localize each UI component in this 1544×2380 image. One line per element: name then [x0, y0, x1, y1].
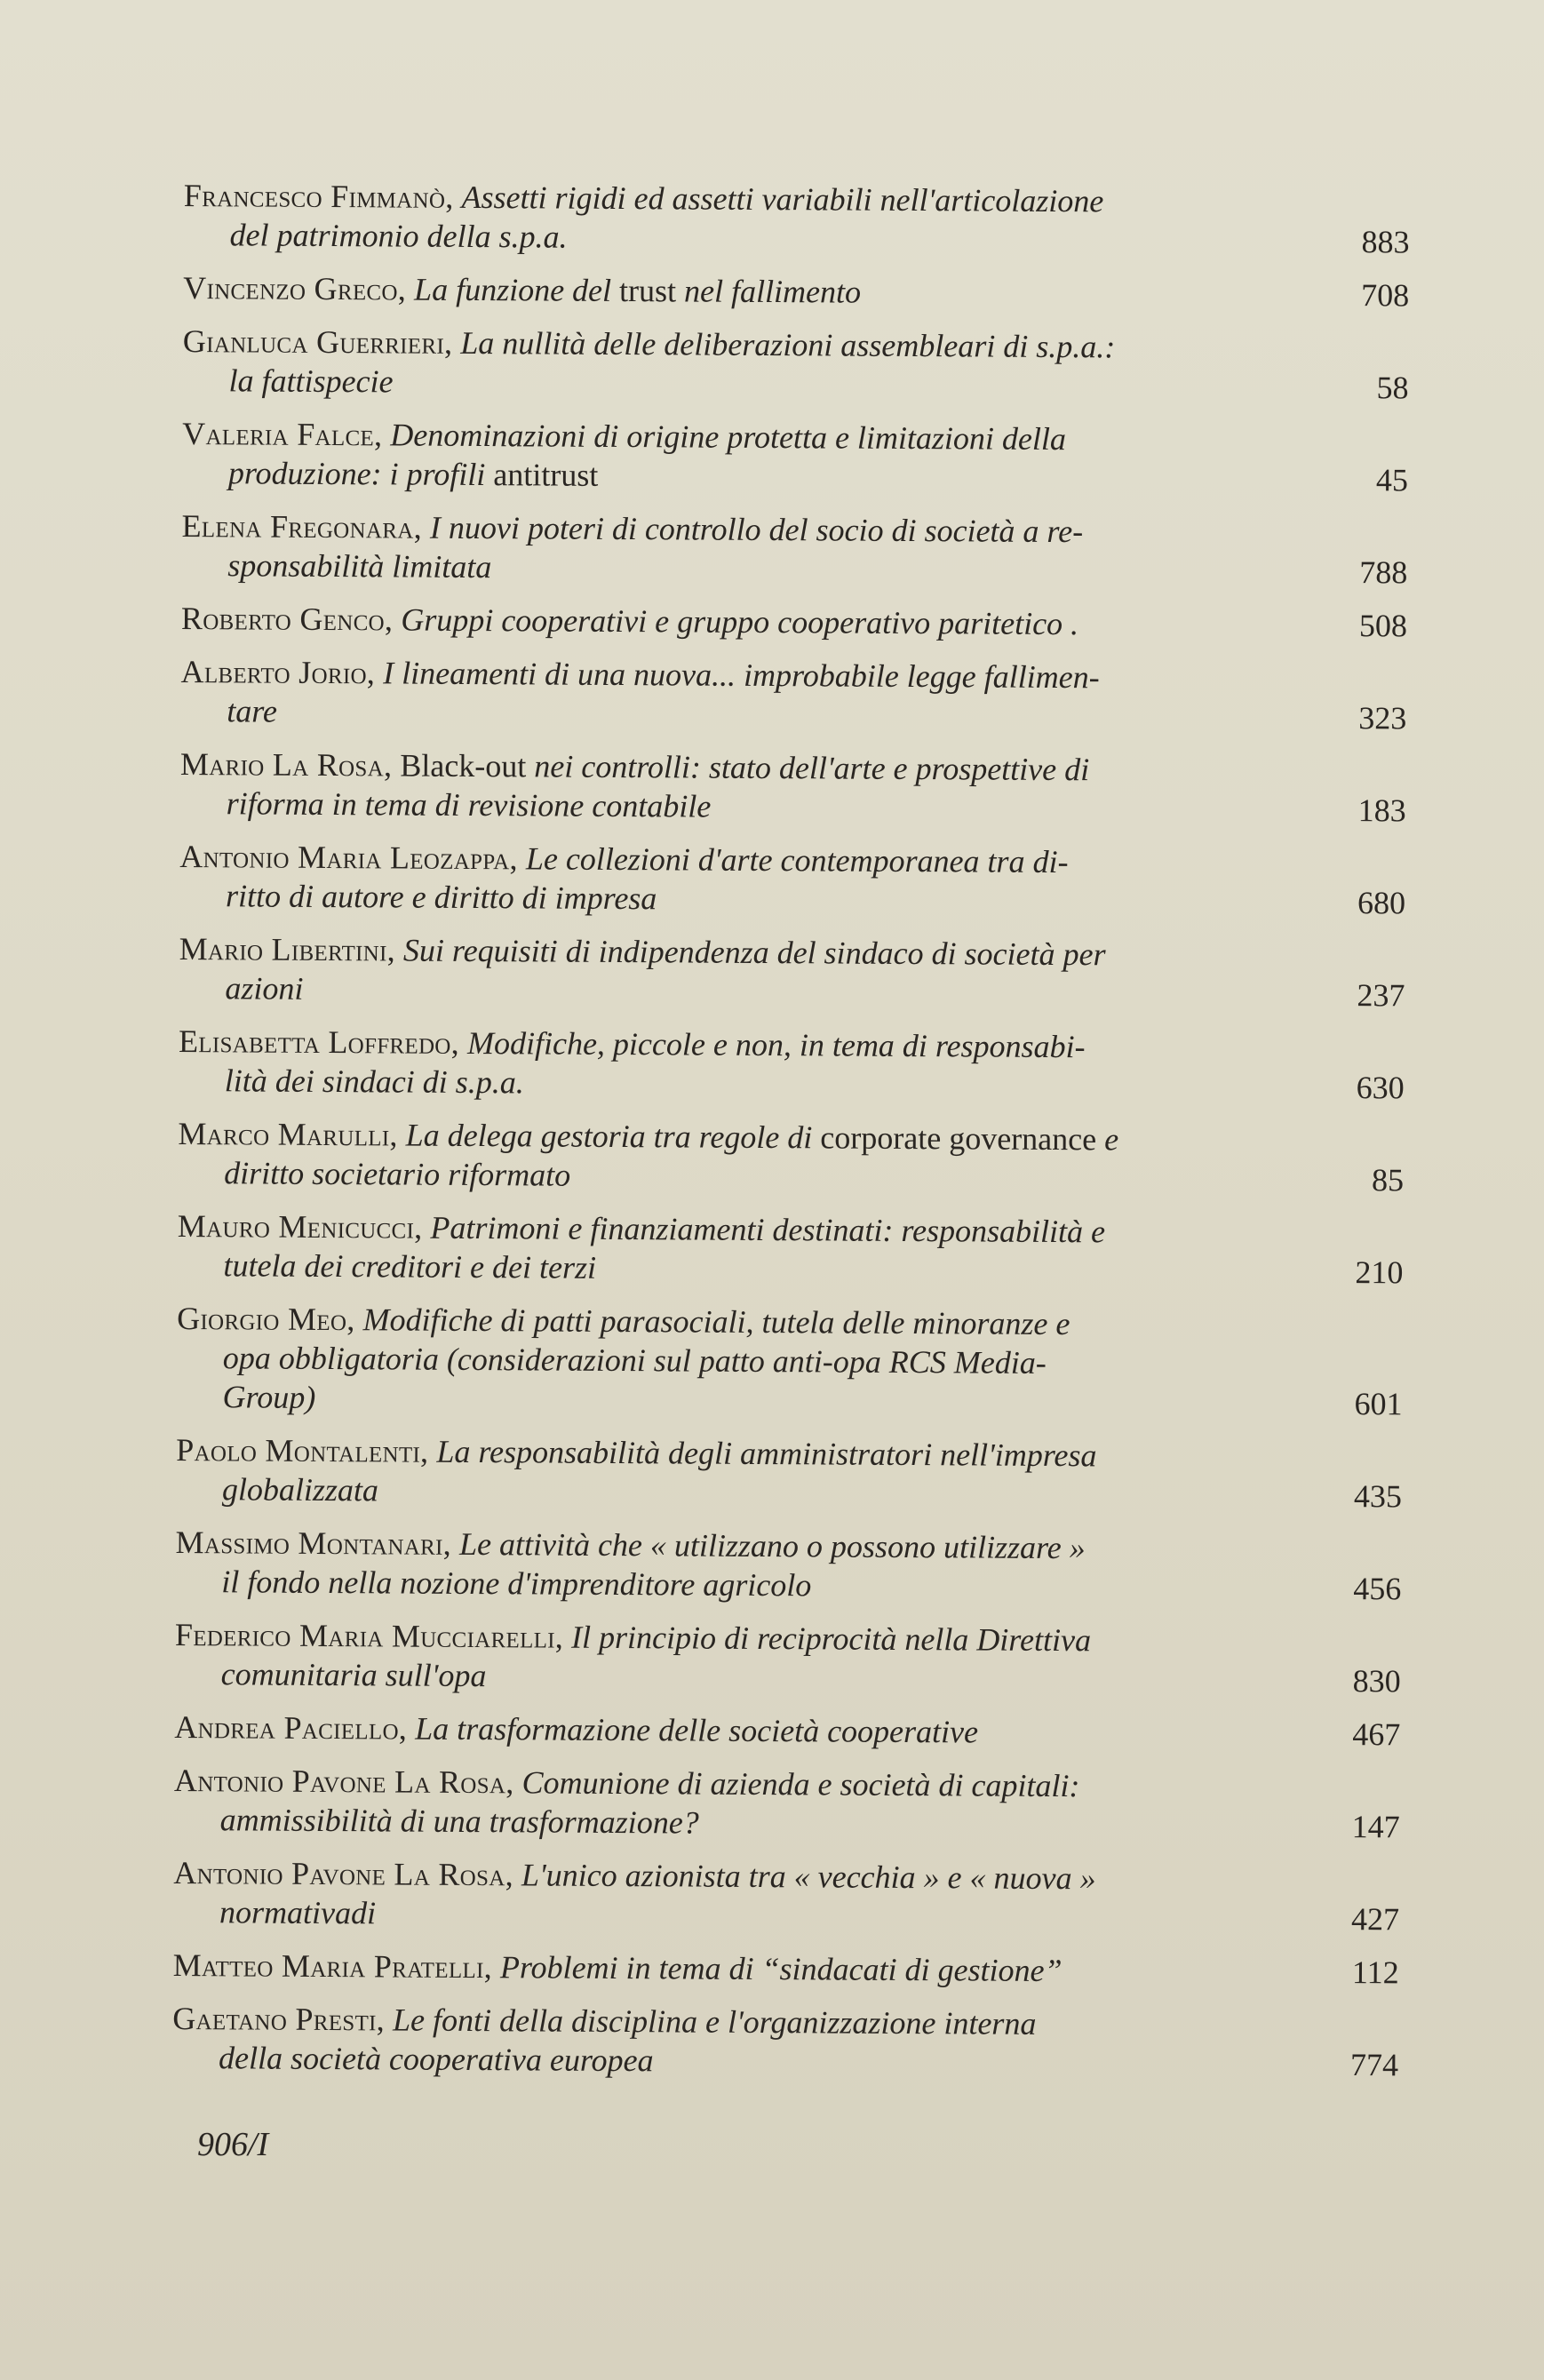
toc-entry-line: [180, 691, 1255, 736]
toc-entry: [179, 929, 1405, 1015]
entry-author: Andrea Paciello,: [174, 1708, 408, 1747]
entry-title: Le collezioni d'arte contemporanea tra di-: [525, 840, 1069, 880]
entry-author: Francesco Fimmanò,: [183, 177, 454, 215]
entry-author: Gaetano Presti,: [172, 2000, 386, 2038]
entry-page-number: 883: [1361, 224, 1410, 260]
entry-title: Sui requisiti di indipendenza del sindaco di società per: [402, 932, 1106, 973]
entry-page-number: 237: [1357, 977, 1405, 1014]
table-of-contents: [172, 176, 1410, 2098]
entry-author: Antonio Pavone La Rosa,: [173, 1762, 514, 1801]
entry-page-number: 830: [1352, 1663, 1401, 1699]
toc-entry-line: [179, 1061, 1254, 1106]
toc-entry-line: [177, 1246, 1252, 1291]
toc-entry-line: [173, 1892, 1248, 1938]
entry-title: sponsabilità limitata: [227, 547, 492, 585]
toc-entry-line: [175, 1654, 1250, 1699]
toc-entry: [178, 1114, 1405, 1199]
toc-entry-text: [183, 176, 1259, 260]
toc-entry-line: [181, 506, 1256, 552]
entry-author: Vincenzo Greco,: [183, 269, 407, 307]
toc-entry-line: [183, 215, 1258, 260]
entry-author: Elisabetta Loffredo,: [178, 1023, 460, 1061]
entry-title: La responsabilità degli amministratori nell'impresa: [436, 1433, 1097, 1474]
toc-entry-line: [179, 968, 1254, 1014]
entry-title: La delega gestoria tra regole di corporate governance e: [405, 1117, 1119, 1158]
entry-title: Le attività che « utilizzano o possono utilizzare »: [458, 1525, 1086, 1566]
entry-title: opa obbligatoria (considerazioni sul patto anti-opa RCS Media-: [222, 1340, 1047, 1381]
toc-entry-text: [181, 599, 1256, 644]
toc-entry: [179, 1022, 1405, 1107]
toc-entry-text: [182, 322, 1258, 406]
toc-entry: [174, 1761, 1401, 1846]
entry-title: diritto societario riformato: [224, 1155, 571, 1193]
entry-title: Modifiche, piccole e non, in tema di responsabi-: [466, 1024, 1086, 1065]
toc-entry-line: [179, 1022, 1254, 1067]
toc-entry-line: [176, 1469, 1251, 1515]
toc-entry-line: [181, 599, 1256, 644]
toc-entry-text: [173, 1853, 1249, 1938]
toc-entry-line: [173, 1853, 1248, 1898]
toc-entry-text: [180, 652, 1256, 736]
toc-entry-text: [179, 837, 1255, 921]
entry-title: L'unico azionista tra « vecchia » e « nuova »: [521, 1857, 1096, 1897]
toc-entry-line: [172, 2038, 1247, 2083]
entry-page-number: 630: [1356, 1070, 1405, 1106]
toc-entry: [182, 322, 1409, 407]
entry-author: Matteo Maria Pratelli,: [172, 1946, 493, 1986]
entry-title: il fondo nella nozione d'imprenditore agricolo: [221, 1564, 812, 1604]
roman-term: corporate governance: [820, 1119, 1097, 1158]
entry-page-number: 435: [1353, 1478, 1403, 1515]
toc-entry-text: [183, 268, 1258, 314]
entry-author: Antonio Pavone La Rosa,: [173, 1854, 514, 1893]
toc-entry: [175, 1615, 1402, 1700]
toc-entry-text: [177, 1206, 1253, 1291]
toc-entry-line: [178, 1114, 1253, 1159]
toc-entry-line: [175, 1562, 1250, 1607]
toc-entry: [176, 1430, 1403, 1516]
toc-entry: [182, 414, 1409, 499]
entry-title: della società cooperativa europea: [218, 2040, 654, 2079]
toc-entry-line: [173, 1946, 1248, 1991]
entry-title: Le fonti della disciplina e l'organizzazione interna: [392, 2002, 1037, 2042]
toc-entry-line: [179, 929, 1254, 975]
toc-entry-text: [176, 1299, 1252, 1422]
entry-page-number: 147: [1351, 1809, 1400, 1845]
entry-page-number: 323: [1358, 700, 1407, 736]
entry-author: Mauro Menicucci,: [177, 1207, 423, 1246]
toc-entry: [176, 1299, 1403, 1423]
entry-page-number: 85: [1371, 1162, 1405, 1198]
entry-page-number: 508: [1358, 608, 1408, 644]
toc-entry-line: [182, 361, 1257, 406]
toc-entry: [175, 1523, 1402, 1608]
entry-author: Alberto Jorio,: [180, 653, 376, 691]
entry-title: comunitaria sull'opa: [220, 1656, 487, 1694]
entry-page-number: 112: [1351, 1954, 1399, 1991]
toc-entry-line: [179, 837, 1254, 882]
entry-page-number: 788: [1359, 554, 1408, 591]
toc-entry: [181, 599, 1407, 645]
roman-term: Black-out: [400, 747, 527, 784]
toc-entry: [172, 1999, 1399, 2084]
entry-title: I lineamenti di una nuova... improbabile legge fallimen-: [383, 655, 1100, 696]
entry-title: tare: [227, 693, 278, 729]
roman-term: trust: [618, 272, 677, 309]
toc-entry-text: [181, 506, 1257, 591]
toc-entry-line: [178, 1206, 1253, 1252]
entry-page-number: 456: [1353, 1571, 1402, 1607]
entry-title: Patrimoni e finanziamenti destinati: responsabilità e: [430, 1209, 1106, 1250]
toc-entry-line: [182, 453, 1257, 498]
entry-title: La funzione del trust nel fallimento: [413, 271, 862, 310]
entry-title: del patrimonio della s.p.a.: [229, 217, 568, 255]
entry-title: ritto di autore e diritto di impresa: [225, 878, 657, 917]
toc-entry-text: [179, 929, 1254, 1014]
entry-title: azioni: [225, 970, 304, 1007]
entry-title: I nuovi poteri di controllo del socio di società a re-: [429, 509, 1084, 550]
toc-entry: [181, 506, 1408, 592]
entry-page-number: 467: [1352, 1716, 1401, 1753]
entry-title: tutela dei creditori e dei terzi: [223, 1247, 597, 1286]
entry-page-number: 680: [1357, 885, 1406, 921]
entry-author: Roberto Genco,: [180, 600, 394, 638]
roman-term: antitrust: [493, 457, 599, 493]
toc-entry-line: [174, 1707, 1249, 1753]
entry-author: Mario La Rosa,: [179, 745, 393, 784]
toc-entry: [179, 837, 1406, 922]
toc-entry: [183, 268, 1409, 314]
entry-title: la fattispecie: [228, 362, 394, 400]
entry-title: La trasformazione delle società cooperative: [415, 1710, 979, 1750]
toc-entry-line: [183, 268, 1258, 314]
toc-entry-line: [177, 1299, 1252, 1344]
toc-entry: [180, 744, 1407, 830]
entry-title: Il principio di reciprocità nella Direttiva: [571, 1619, 1092, 1659]
entry-author: Giorgio Meo,: [177, 1300, 355, 1338]
entry-title: globalizzata: [221, 1471, 379, 1508]
toc-entry: [180, 652, 1407, 737]
toc-entry-text: [173, 1946, 1248, 1991]
entry-page-number: 210: [1355, 1254, 1404, 1291]
page-folio: 906/I: [197, 2126, 269, 2163]
toc-entry-line: [183, 322, 1258, 367]
entry-page-number: 427: [1350, 1901, 1400, 1938]
toc-entry-line: [172, 1999, 1247, 2044]
toc-entry: [183, 176, 1410, 261]
toc-entry-text: [176, 1430, 1252, 1515]
toc-entry-line: [176, 1430, 1251, 1476]
toc-entry-text: [174, 1761, 1250, 1845]
toc-entry-text: [182, 414, 1258, 498]
toc-entry-line: [174, 1761, 1249, 1806]
entry-author: Valeria Falce,: [182, 415, 383, 453]
entry-author: Paolo Montalenti,: [176, 1431, 429, 1469]
toc-entry-line: [177, 1338, 1252, 1383]
entry-page-number: 58: [1376, 370, 1409, 406]
entry-title: normativadi: [219, 1894, 377, 1931]
entry-page-number: 774: [1349, 2047, 1399, 2083]
entry-title: La nullità delle deliberazioni assembleari di s.p.a.:: [460, 324, 1116, 365]
toc-entry-line: [180, 744, 1255, 790]
toc-entry-line: [182, 414, 1257, 459]
entry-author: Gianluca Guerrieri,: [182, 322, 453, 361]
entry-author: Federico Maria Mucciarelli,: [174, 1616, 564, 1655]
toc-entry-text: [178, 1114, 1254, 1198]
toc-entry-line: [184, 176, 1259, 221]
toc-entry-line: [175, 1523, 1250, 1568]
entry-title: riforma in tema di revisione contabile: [226, 785, 712, 824]
entry-title: Comunione di azienda e società di capitali:: [521, 1764, 1080, 1804]
entry-author: Elena Fregonara,: [181, 507, 423, 545]
entry-author: Mario Libertini,: [179, 930, 396, 968]
entry-title: Problemi in tema di “sindacati di gestione”: [499, 1949, 1062, 1989]
entry-title: Gruppi cooperativi e gruppo cooperativo paritetico .: [401, 601, 1079, 642]
toc-entry: [173, 1946, 1399, 1992]
entry-page-number: 45: [1375, 462, 1409, 498]
toc-entry-text: [175, 1523, 1251, 1607]
entry-title: Black-out nei controlli: stato dell'arte e prospettive di: [400, 747, 1090, 788]
toc-entry-line: [178, 1153, 1253, 1198]
toc-entry-line: [180, 652, 1255, 697]
entry-page-number: 183: [1357, 792, 1406, 829]
toc-entry-line: [174, 1800, 1249, 1845]
entry-title: ammissibilità di una trasformazione?: [219, 1802, 699, 1841]
toc-entry-text: [175, 1615, 1251, 1699]
entry-author: Antonio Maria Leozappa,: [179, 838, 519, 877]
toc-entry-text: [179, 1022, 1254, 1106]
toc-entry-line: [181, 545, 1256, 591]
entry-page-number: 601: [1354, 1386, 1403, 1422]
entry-title: Group): [222, 1379, 316, 1415]
toc-entry-line: [180, 784, 1255, 829]
toc-entry: [173, 1853, 1400, 1938]
entry-title: Denominazioni di origine protetta e limitazioni della: [390, 417, 1067, 458]
toc-entry-line: [176, 1377, 1251, 1422]
toc-entry: [174, 1707, 1400, 1754]
toc-entry-text: [180, 744, 1256, 829]
entry-author: Marco Marulli,: [178, 1115, 398, 1153]
toc-entry-line: [179, 876, 1254, 921]
entry-title: lità dei sindaci di s.p.a.: [224, 1063, 524, 1101]
toc-entry-text: [174, 1707, 1249, 1753]
toc-entry-line: [175, 1615, 1250, 1660]
entry-title: produzione: i profili antitrust: [227, 455, 599, 493]
toc-entry: [177, 1206, 1404, 1292]
entry-author: Massimo Montanari,: [175, 1524, 452, 1562]
entry-page-number: 708: [1361, 277, 1410, 314]
entry-title: Modifiche di patti parasociali, tutela delle minoranze e: [362, 1301, 1070, 1342]
toc-entry-text: [172, 1999, 1248, 2083]
entry-title: Assetti rigidi ed assetti variabili nell'articolazione: [461, 179, 1104, 219]
